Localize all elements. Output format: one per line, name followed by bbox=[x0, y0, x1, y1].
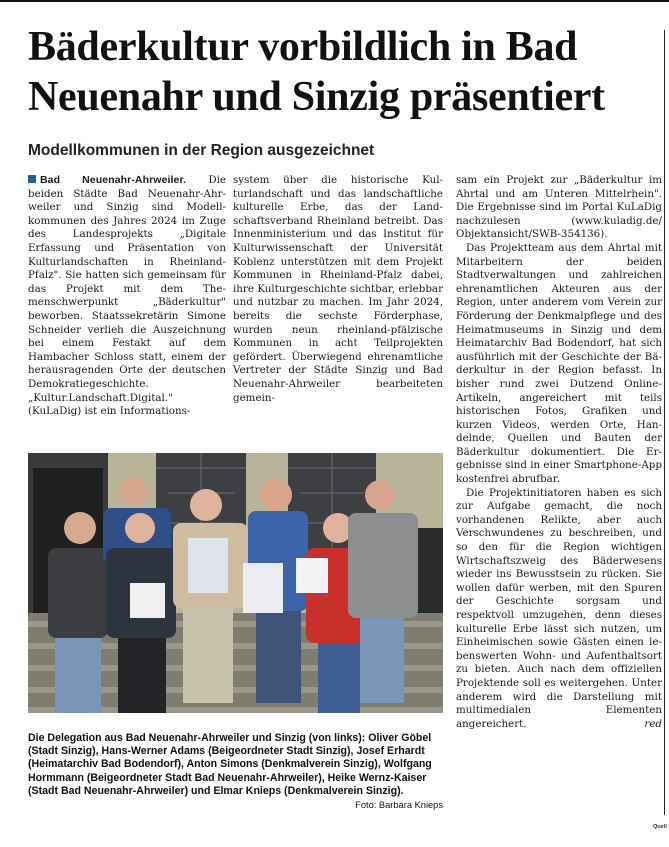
closing-text: Die Projektinitiatoren haben es sich zur Aufgabe gemacht, die noch vorhandenen Relikte, aber auch Verschwundenes zu beschreiben, und so den für die Region wichtigen Wirtschaftszweig des Bäderwesens wieder ins Bewusstsein zu rücken. Sie wollen dafür werben, mit den Spuren der Geschichte sorgsam und respektvoll umzugehen, denn dieses kulturelle Erbe lässt sich nutzen, um Einheimischen sowie Gästen einen lebenswerten Wohn- und Aufenthaltsort zu bieten. Auch nach dem offiziellen Projektende soll es weitergehen. Unter anderem wird die Darstellung mit multimedialen Elementen angereichert. bbox=[456, 486, 662, 730]
headline: Bäderkultur vorbildlich in Bad Neuenahr und Sinzig präsentiert bbox=[28, 24, 605, 120]
dateline: Bad Neuenahr-Ahrweiler. bbox=[40, 174, 187, 186]
photo-caption bbox=[28, 732, 443, 812]
photo-credit: Foto: Barbara Knieps bbox=[355, 800, 443, 811]
source-mark: Quell bbox=[653, 824, 667, 830]
body-paragraph bbox=[456, 487, 662, 732]
body-paragraph: Das Projektteam aus dem Ahrtal mit Mitarbeitern der beiden Stadtverwaltungen und zahlreichen ehrenamtlichen Akteuren aus der Region, unter anderem vom Verein zur Förderung der Denkmalpflege und des Heimatmuseums in Sinzig und dem Heimatarchiv Bad Bodendorf, hat sich ausführlich mit der Geschichte der Bäderkultur in der Region befasst. In bisher rund zwei Dutzend Online-Artikeln, angereichert mit teils historischen Fotos, Grafiken und kurzen Videos, werden Orte, Handelnde, Quellen und Bauten der Bäderkultur dokumentiert. Die Ergebnisse sind in einer Smartphone-App kostenfrei abrufbar. bbox=[456, 241, 662, 486]
column-2 bbox=[233, 174, 443, 405]
lead-paragraph bbox=[28, 174, 226, 419]
subtitle: Modellkommunen in der Region ausgezeichnet bbox=[28, 142, 375, 159]
top-rule bbox=[0, 0, 669, 2]
body-paragraph: system über die historische Kulturlandschaft und das landschaftliche kulturelle Erbe, das der Landschaftsverband Rheinland betreibt. Das Innenministerium und das Institut für Kulturwissenschaft der Universität Koblenz unterstützen mit dem Projekt Kommunen in Rheinland-Pfalz dabei, ihre Kulturgeschichte sichtbar, erlebbar und nutzbar zu machen. Im Jahr 2024, bereits die sechste Förderphase, wurden neun rheinland-pfälzische Kommunen in acht Teilprojekten gefördert. Überwiegend ehrenamtliche Vertreter der Städte Sinzig und Bad Neuenahr-Ahrweiler bearbeiteten gemein- bbox=[233, 174, 443, 404]
column-1 bbox=[28, 174, 226, 419]
column-3 bbox=[456, 174, 662, 731]
square-bullet-icon bbox=[28, 175, 36, 183]
group-photo bbox=[28, 453, 443, 713]
caption-text: Die Delegation aus Bad Neuenahr-Ahrweiler und Sinzig (von links): Oliver Göbel (Stadt Sinzig), Hans-Werner Adams (Beigeordneter Stadt Sinzig), Josef Erhardt (Heimatarchiv Bad Bodendorf), Anton Simons (Denkmalverein Sinzig), Wolfgang Hormmann (Beigeordneter Stadt Bad Neuenahr-Ahrweiler), Heike Wernz-Kaiser (Stadt Bad Neuenahr-Ahrweiler) und Elmar Knieps (Denkmalverein Sinzig). bbox=[28, 732, 432, 797]
author-signature: red bbox=[644, 717, 662, 730]
group-photo-illustration bbox=[28, 453, 443, 713]
body-paragraph: sam ein Projekt zur „Bäderkultur im Ahrtal und am Unteren Mittelrhein". Die Ergebnisse sind im Portal KuLaDig nachzulesen (www.kuladig.de/ Objektansicht/SWB-354136). bbox=[456, 174, 662, 241]
lead-text: Die beiden Städte Bad Neuenahr-Ahrweiler und Sinzig sind Modellkommunen des Jahres 2024 im Zuge des Landesprojekts „Digitale Erfassung und Präsentation von Kulturlandschaften in Rheinland-Pfalz". Sie hatten sich gemeinsam für das Projekt mit dem Themenschwerpunkt „Bäderkultur" beworben. Staatssekretärin Simone Schneider verlieh die Auszeichnung bei einem Festakt auf dem Hambacher Schloss statt, einem der herausragenden Orte der deutschen Demokratiegeschichte. „Kultur.Landschaft.Digital." (KuLaDig) ist ein Informations- bbox=[28, 174, 226, 418]
column-rule bbox=[664, 30, 665, 815]
